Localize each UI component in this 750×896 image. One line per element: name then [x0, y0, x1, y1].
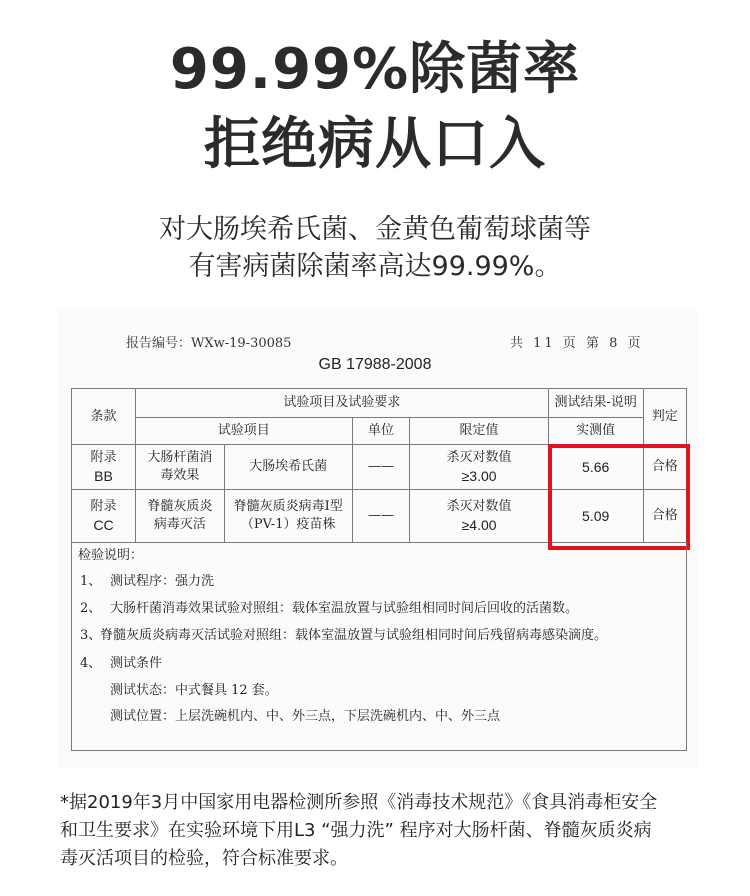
clause-code: BB	[94, 468, 113, 484]
header-limit: 限定值	[410, 418, 548, 445]
note-number: 2、	[80, 601, 102, 616]
row-category	[135, 445, 224, 490]
category-text: 毒效果	[160, 468, 200, 483]
notes-title: 检验说明：	[78, 548, 144, 563]
row-measured: 5.66	[548, 445, 643, 490]
category-text: 脊髓灰质炎	[147, 499, 213, 514]
note-number: 1、	[80, 574, 102, 589]
clause-code: CC	[93, 517, 114, 533]
item-text: 脊髓灰质炎病毒Ⅰ型	[233, 499, 343, 514]
note-2: 大肠杆菌消毒效果试验对照组：载体室温放置与试验组相同时间后回收的活菌数。	[110, 601, 579, 616]
footnote-line1: *据2019年3月中国家用电器检测所参照《消毒技术规范》《食具消毒柜安全	[60, 792, 658, 813]
note-number: 3、	[80, 628, 102, 643]
header-measured: 实测值	[548, 418, 643, 445]
footnote-line3: 毒灭活项目的检验，符合标准要求。	[60, 848, 348, 869]
report-page-info: 共 11 页 第 8 页	[510, 336, 644, 351]
subtitle-line2: 有害病菌除菌率高达99.99%。	[188, 251, 562, 282]
limit-label: 杀灭对数值	[446, 450, 512, 465]
header-items-and-requirements: 试验项目及试验要求	[135, 389, 548, 418]
note-4a: 测试状态：中式餐具 12 套。	[110, 683, 278, 698]
header-item: 试验项目	[135, 418, 352, 445]
row-item	[224, 490, 352, 543]
row-unit: ——	[352, 445, 410, 490]
limit-value: ≥4.00	[461, 517, 497, 533]
note-4b: 测试位置：上层洗碗机内、中、外三点，下层洗碗机内、中、外三点	[110, 709, 501, 724]
footnote-line2: 和卫生要求》在实验环境下用L3 “强力洗” 程序对大肠杆菌、脊髓灰质炎病	[60, 820, 652, 841]
category-text: 大肠杆菌消	[147, 450, 213, 465]
category-text: 病毒灭活	[153, 517, 206, 532]
report-standard: GB 17988-2008	[318, 356, 432, 373]
header-unit: 单位	[352, 418, 410, 445]
row-judgement: 合格	[643, 490, 686, 543]
headline-line2: 拒绝病从口入	[204, 112, 546, 177]
header-clause: 条款	[72, 389, 136, 445]
item-text: （PV-1）疫苗株	[240, 517, 336, 532]
row-clause	[72, 490, 136, 543]
note-3: 脊髓灰质炎病毒灭活试验对照组：载体室温放置与试验组相同时间后残留病毒感染滴度。	[100, 628, 608, 643]
clause-label: 附录	[90, 450, 117, 465]
note-1: 测试程序：强力洗	[110, 574, 215, 589]
measured-highlight-box	[548, 444, 690, 550]
row-unit: ——	[352, 490, 410, 543]
header-result: 测试结果-说明	[548, 389, 643, 418]
report-number: 报告编号：WXw-19-30085	[126, 336, 292, 351]
headline-line1: 99.99%除菌率	[169, 37, 581, 102]
row-item: 大肠埃希氏菌	[224, 445, 352, 490]
row-limit	[410, 445, 548, 490]
table-subheader-row	[72, 418, 687, 445]
row-measured: 5.09	[548, 490, 643, 543]
limit-value: ≥3.00	[461, 468, 497, 484]
table-header-row	[72, 389, 687, 418]
row-category	[135, 490, 224, 543]
limit-label: 杀灭对数值	[446, 499, 512, 514]
subtitle-line1: 对大肠埃希氏菌、金黄色葡萄球菌等	[159, 214, 591, 245]
row-limit	[410, 490, 548, 543]
note-number: 4、	[80, 656, 102, 671]
clause-label: 附录	[90, 499, 117, 514]
inspection-notes	[71, 542, 687, 751]
row-judgement: 合格	[643, 445, 686, 490]
header-judgement: 判定	[643, 389, 686, 445]
row-clause	[72, 445, 136, 490]
note-4: 测试条件	[110, 656, 163, 671]
